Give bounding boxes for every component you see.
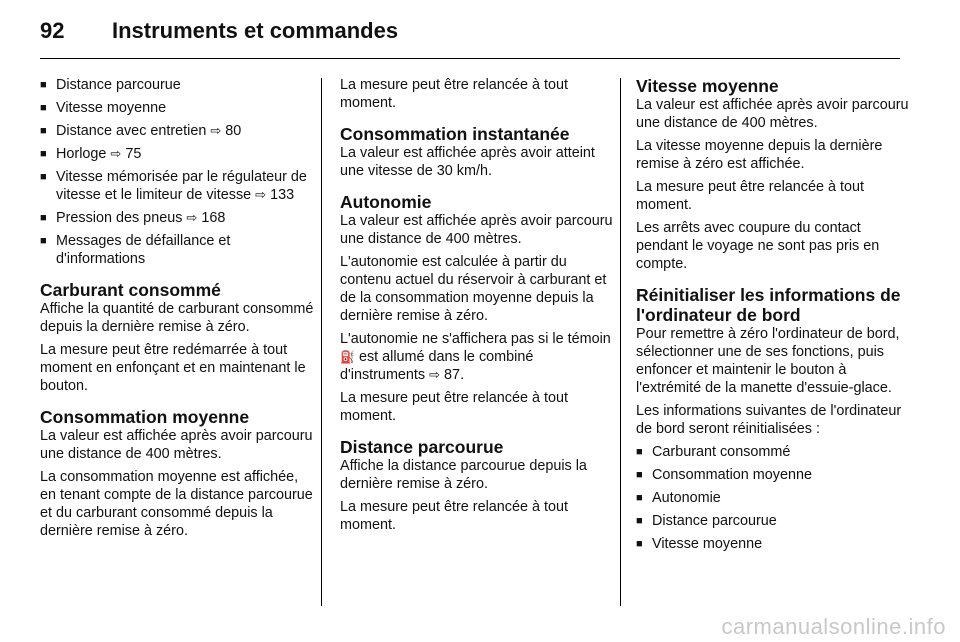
column-1 [40, 76, 316, 545]
list-item: ■ Carburant consommé [636, 443, 912, 461]
section-carburant [40, 280, 316, 395]
list-item: ■ Messages de défaillance et d'informations [40, 232, 316, 268]
page-title: Instruments et commandes [112, 18, 399, 43]
list-item: ■ Distance avec entretien ⇨ 80 [40, 122, 316, 140]
paragraph: Affiche la quantité de carburant consommé depuis la dernière remise à zéro. [40, 301, 314, 335]
list-item: ■ Vitesse moyenne [40, 99, 316, 117]
fuel-pump-icon: ⛽ [340, 350, 355, 364]
page-ref-icon: ⇨ [186, 210, 198, 225]
list-item: ■ Pression des pneus ⇨ 168 [40, 209, 316, 227]
section-heading: Consommation moyenne [40, 407, 250, 427]
list-item: ■ Horloge ⇨ 75 [40, 145, 316, 163]
section-heading: Consommation instantanée [340, 124, 570, 144]
section-vitesse-moyenne [636, 76, 912, 273]
paragraph: L'autonomie ne s'affichera pas si le témoin ⛽ est allumé dans le combiné d'instruments ⇨ 87. [340, 331, 611, 383]
reset-list [636, 443, 912, 553]
page-ref-icon: ⇨ [110, 146, 122, 161]
paragraph: Affiche la distance parcourue depuis la dernière remise à zéro. [340, 458, 587, 492]
paragraph: Les arrêts avec coupure du contact pendant le voyage ne sont pas pris en compte. [636, 220, 880, 272]
paragraph: La valeur est affichée après avoir parcouru une distance de 400 mètres. [636, 97, 909, 131]
column-2 [340, 76, 616, 539]
paragraph: Les informations suivantes de l'ordinateur de bord seront réinitialisées : [636, 403, 902, 437]
paragraph: La valeur est affichée après avoir parcouru une distance de 400 mètres. [40, 428, 313, 462]
page-ref[interactable]: 168 [201, 210, 226, 226]
info-list [40, 76, 316, 268]
header-rule [40, 58, 900, 59]
paragraph: La mesure peut être relancée à tout moment. [340, 77, 568, 111]
page-ref-icon: ⇨ [210, 123, 222, 138]
column-divider-2 [620, 78, 621, 606]
paragraph: La mesure peut être relancée à tout moment. [340, 499, 568, 533]
section-distance-parcourue [340, 437, 616, 534]
section-heading: Carburant consommé [40, 280, 221, 300]
page-number: 92 [40, 18, 65, 43]
column-divider-1 [321, 78, 322, 606]
watermark: carmanualsonline.info [721, 614, 946, 639]
column-3 [636, 76, 912, 558]
list-item: ■ Autonomie [636, 489, 912, 507]
list-item: ■ Vitesse mémorisée par le régulateur de vitesse et le limiteur de vitesse ⇨ 133 [40, 168, 316, 204]
section-consommation-moyenne [40, 407, 316, 540]
paragraph: La mesure peut être relancée à tout moment. [636, 179, 864, 213]
list-item: ■ Vitesse moyenne [636, 535, 912, 553]
paragraph: La mesure peut être relancée à tout moment. [340, 390, 568, 424]
paragraph: Pour remettre à zéro l'ordinateur de bord, sélectionner une de ses fonctions, puis enfoncer et maintenir le bouton à l'extrémité de la manette d'essuie-glace. [636, 326, 900, 396]
page-header [40, 18, 398, 50]
section-reinitialiser [636, 285, 912, 553]
page-ref[interactable]: 80 [225, 123, 242, 139]
paragraph: La mesure peut être redémarrée à tout moment en enfonçant et en maintenant le bouton. [40, 342, 306, 394]
section-heading: Réinitialiser les informations de l'ordinateur de bord [636, 285, 901, 325]
page-ref-icon: ⇨ [255, 187, 267, 202]
page-ref[interactable]: 75 [125, 146, 142, 162]
section-autonomie [340, 192, 616, 425]
paragraph: La valeur est affichée après avoir parcouru une distance de 400 mètres. [340, 213, 613, 247]
paragraph: La valeur est affichée après avoir atteint une vitesse de 30 km/h. [340, 145, 595, 179]
paragraph: La vitesse moyenne depuis la dernière remise à zéro est affichée. [636, 138, 883, 172]
list-item: ■ Distance parcourue [636, 512, 912, 530]
page-ref-icon: ⇨ [429, 367, 441, 382]
list-item: ■ Consommation moyenne [636, 466, 912, 484]
section-consommation-instantanee [340, 124, 616, 180]
paragraph: La consommation moyenne est affichée, en tenant compte de la distance parcourue et du carburant consommé depuis la dernière remise à zéro. [40, 469, 313, 539]
section-heading: Autonomie [340, 192, 432, 212]
section-heading: Vitesse moyenne [636, 76, 779, 96]
list-item: ■ Distance parcourue [40, 76, 316, 94]
section-heading: Distance parcourue [340, 437, 504, 457]
page-ref[interactable]: 87 [444, 367, 461, 383]
paragraph: L'autonomie est calculée à partir du contenu actuel du réservoir à carburant et de la consommation moyenne depuis la dernière remise à zéro. [340, 254, 607, 324]
page-ref[interactable]: 133 [270, 187, 295, 203]
